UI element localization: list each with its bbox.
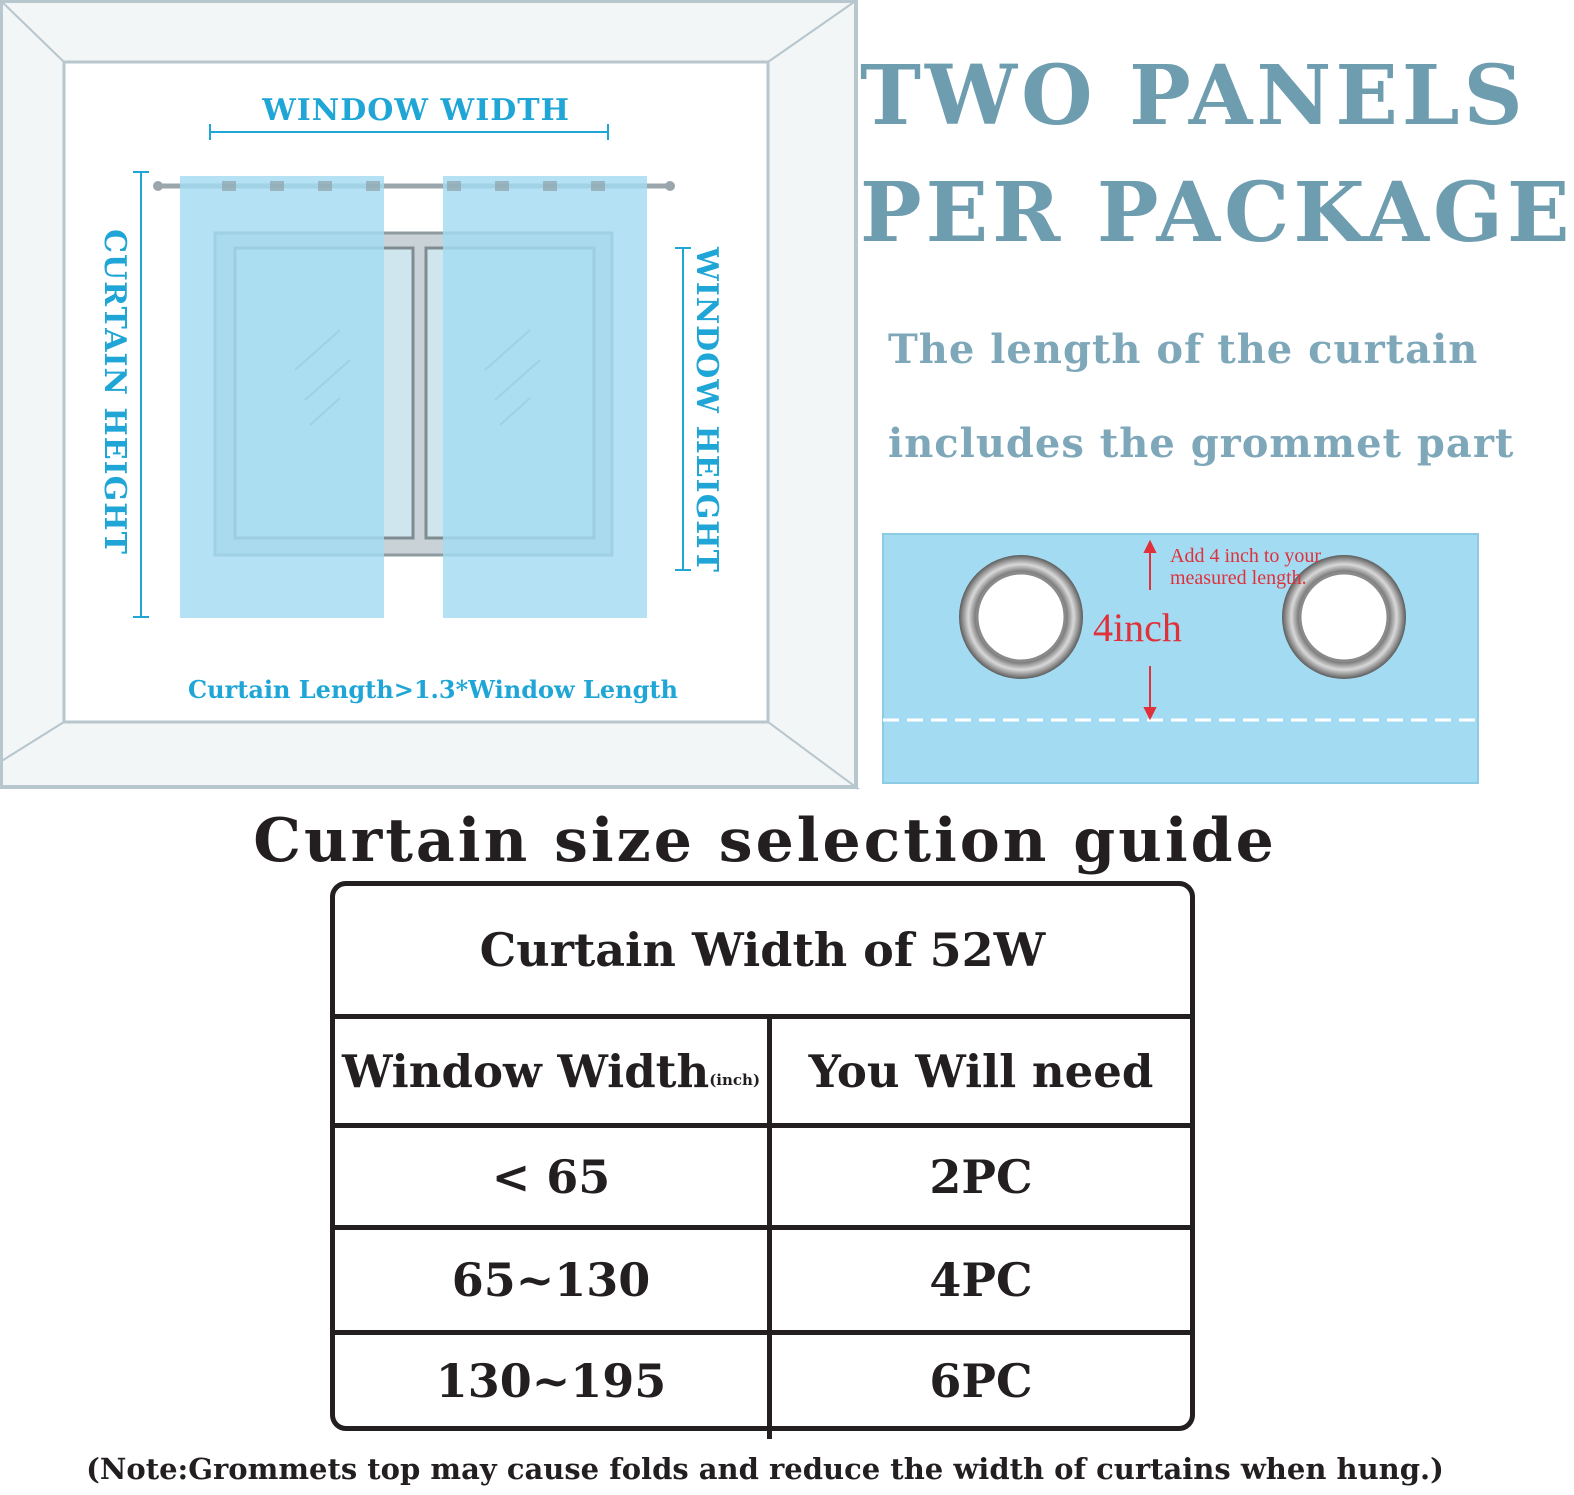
panels-needed-cell: 6PC xyxy=(929,1353,1033,1408)
grommet-sample xyxy=(883,534,1478,783)
length-rule-label: Curtain Length>1.3*Window Length xyxy=(188,675,678,704)
window-width-cell: 65~130 xyxy=(451,1253,651,1307)
size-table xyxy=(330,881,1195,1431)
panels-needed-cell: 4PC xyxy=(929,1253,1033,1307)
left-curtain-panel xyxy=(180,176,384,618)
right-curtain-panel xyxy=(443,176,647,618)
window-width-label: WINDOW WIDTH xyxy=(262,93,570,128)
curtain-height-label: CURTAIN HEIGHT xyxy=(97,229,132,555)
subtext-line-2: includes the grommet part xyxy=(888,420,1515,467)
room-diagram xyxy=(0,0,860,790)
grommet-measure-label: 4inch xyxy=(1093,605,1182,650)
col-header-unit: (inch) xyxy=(709,1071,761,1089)
window-width-cell: 130~195 xyxy=(435,1353,667,1408)
headline-line-1: TWO PANELS xyxy=(860,48,1527,144)
window-width-cell: < 65 xyxy=(491,1149,611,1204)
subtext-line-1: The length of the curtain xyxy=(888,326,1479,373)
panels-needed-cell: 2PC xyxy=(929,1149,1033,1204)
grommet-note-line-2: measured length. xyxy=(1170,567,1307,589)
table-title: Curtain Width of 52W xyxy=(479,923,1046,977)
grommet-ring-left xyxy=(959,555,1083,679)
window-height-label: WINDOW HEIGHT xyxy=(689,247,724,573)
grommet-note-line-1: Add 4 inch to your xyxy=(1170,545,1322,567)
col-header-window-width-text: Window Width xyxy=(341,1044,710,1098)
footnote: (Note:Grommets top may cause folds and reduce the width of curtains when hung.) xyxy=(86,1452,1444,1486)
headline-line-2: PER PACKAGE xyxy=(860,165,1574,261)
col-header-you-will-need: You Will need xyxy=(808,1044,1154,1098)
col-header-window-width xyxy=(335,1019,767,1123)
guide-title: Curtain size selection guide xyxy=(253,806,1277,876)
